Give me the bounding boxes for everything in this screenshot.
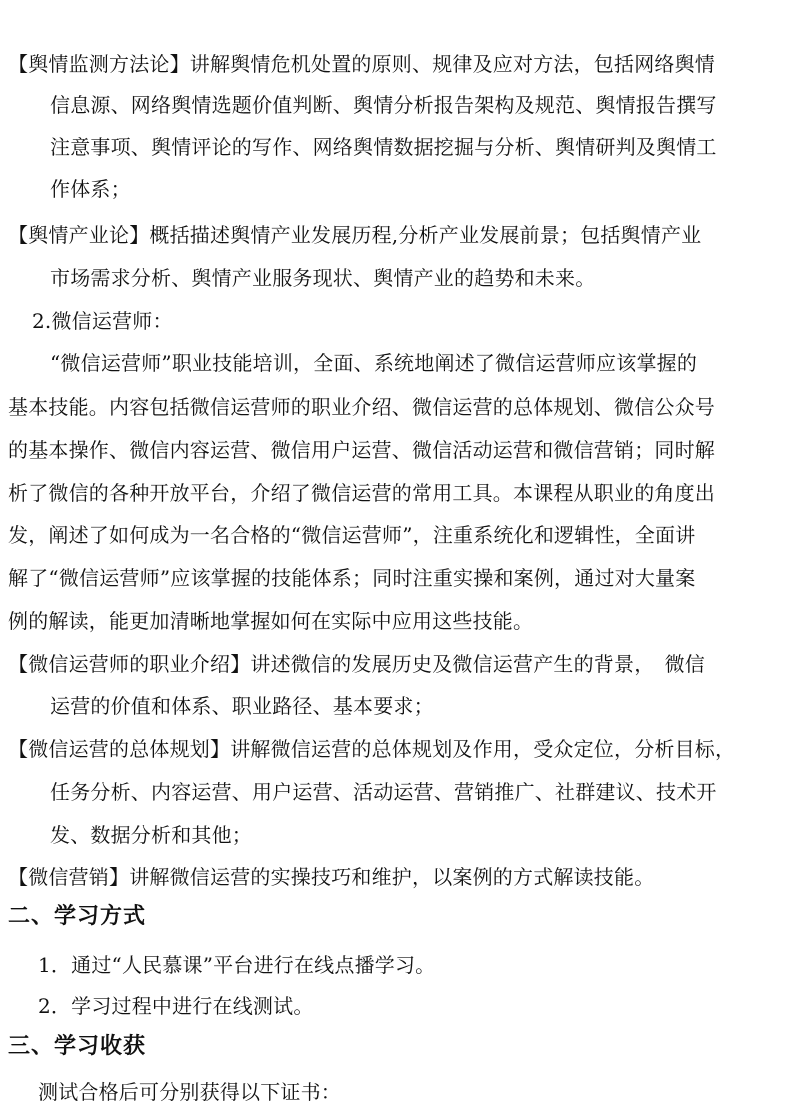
item-yuqing-industry-line-2: 市场需求分析、舆情产业服务现状、舆情产业的趋势和未来。 <box>50 266 596 290</box>
weixin-intro-line-5: 发，阐述了如何成为一名合格的“微信运营师”，注重系统化和逻辑性，全面讲 <box>8 523 696 547</box>
item-weixin-planning-line-3: 发、数据分析和其他； <box>50 823 252 847</box>
section-heading-study-method: 二、学习方式 <box>8 904 147 929</box>
study-gains-text: 测试合格后可分别获得以下证书： <box>38 1080 341 1104</box>
item-yuqing-method-line-4: 作体系； <box>50 177 131 201</box>
item-yuqing-method-line-1: 【舆情监测方法论】讲解舆情危机处置的原则、规律及应对方法，包括网络舆情 <box>8 52 715 76</box>
item-yuqing-industry-line-1: 【舆情产业论】概括描述舆情产业发展历程,分析产业发展前景；包括舆情产业 <box>8 223 702 247</box>
item-weixin-marketing-line-1: 【微信营销】讲解微信运营的实操技巧和维护，以案例的方式解读技能。 <box>8 865 655 889</box>
weixin-intro-line-6: 解了“微信运营师”应该掌握的技能体系；同时注重实操和案例，通过对大量案 <box>8 566 696 590</box>
study-method-item-1: 1．通过“人民慕课”平台进行在线点播学习。 <box>38 953 436 977</box>
item-yuqing-method-line-3: 注意事项、舆情评论的写作、网络舆情数据挖掘与分析、舆情研判及舆情工 <box>50 135 717 159</box>
study-method-item-2: 2．学习过程中进行在线测试。 <box>38 994 314 1018</box>
weixin-intro-line-7: 例的解读，能更加清晰地掌握如何在实际中应用这些技能。 <box>8 609 534 633</box>
weixin-intro-line-3: 的基本操作、微信内容运营、微信用户运营、微信活动运营和微信营销；同时解 <box>8 438 715 462</box>
section-heading-study-gains: 三、学习收获 <box>8 1034 147 1059</box>
weixin-subheading: 2.微信运营师： <box>32 309 173 333</box>
item-weixin-career-line-2: 运营的价值和体系、职业路径、基本要求； <box>50 694 434 718</box>
item-yuqing-method-line-2: 信息源、网络舆情选题价值判断、舆情分析报告架构及规范、舆情报告撰写 <box>50 93 717 117</box>
weixin-intro-line-1: “微信运营师”职业技能培训，全面、系统地阐述了微信运营师应该掌握的 <box>50 351 698 375</box>
item-weixin-planning-line-1: 【微信运营的总体规划】讲解微信运营的总体规划及作用，受众定位，分析目标， <box>8 737 736 761</box>
weixin-intro-line-4: 析了微信的各种开放平台，介绍了微信运营的常用工具。本课程从职业的角度出 <box>8 481 715 505</box>
weixin-intro-line-2: 基本技能。内容包括微信运营师的职业介绍、微信运营的总体规划、微信公众号 <box>8 395 715 419</box>
item-weixin-career-line-1: 【微信运营师的职业介绍】讲述微信的发展历史及微信运营产生的背景， 微信 <box>8 652 705 676</box>
item-weixin-planning-line-2: 任务分析、内容运营、用户运营、活动运营、营销推广、社群建议、技术开 <box>50 780 717 804</box>
